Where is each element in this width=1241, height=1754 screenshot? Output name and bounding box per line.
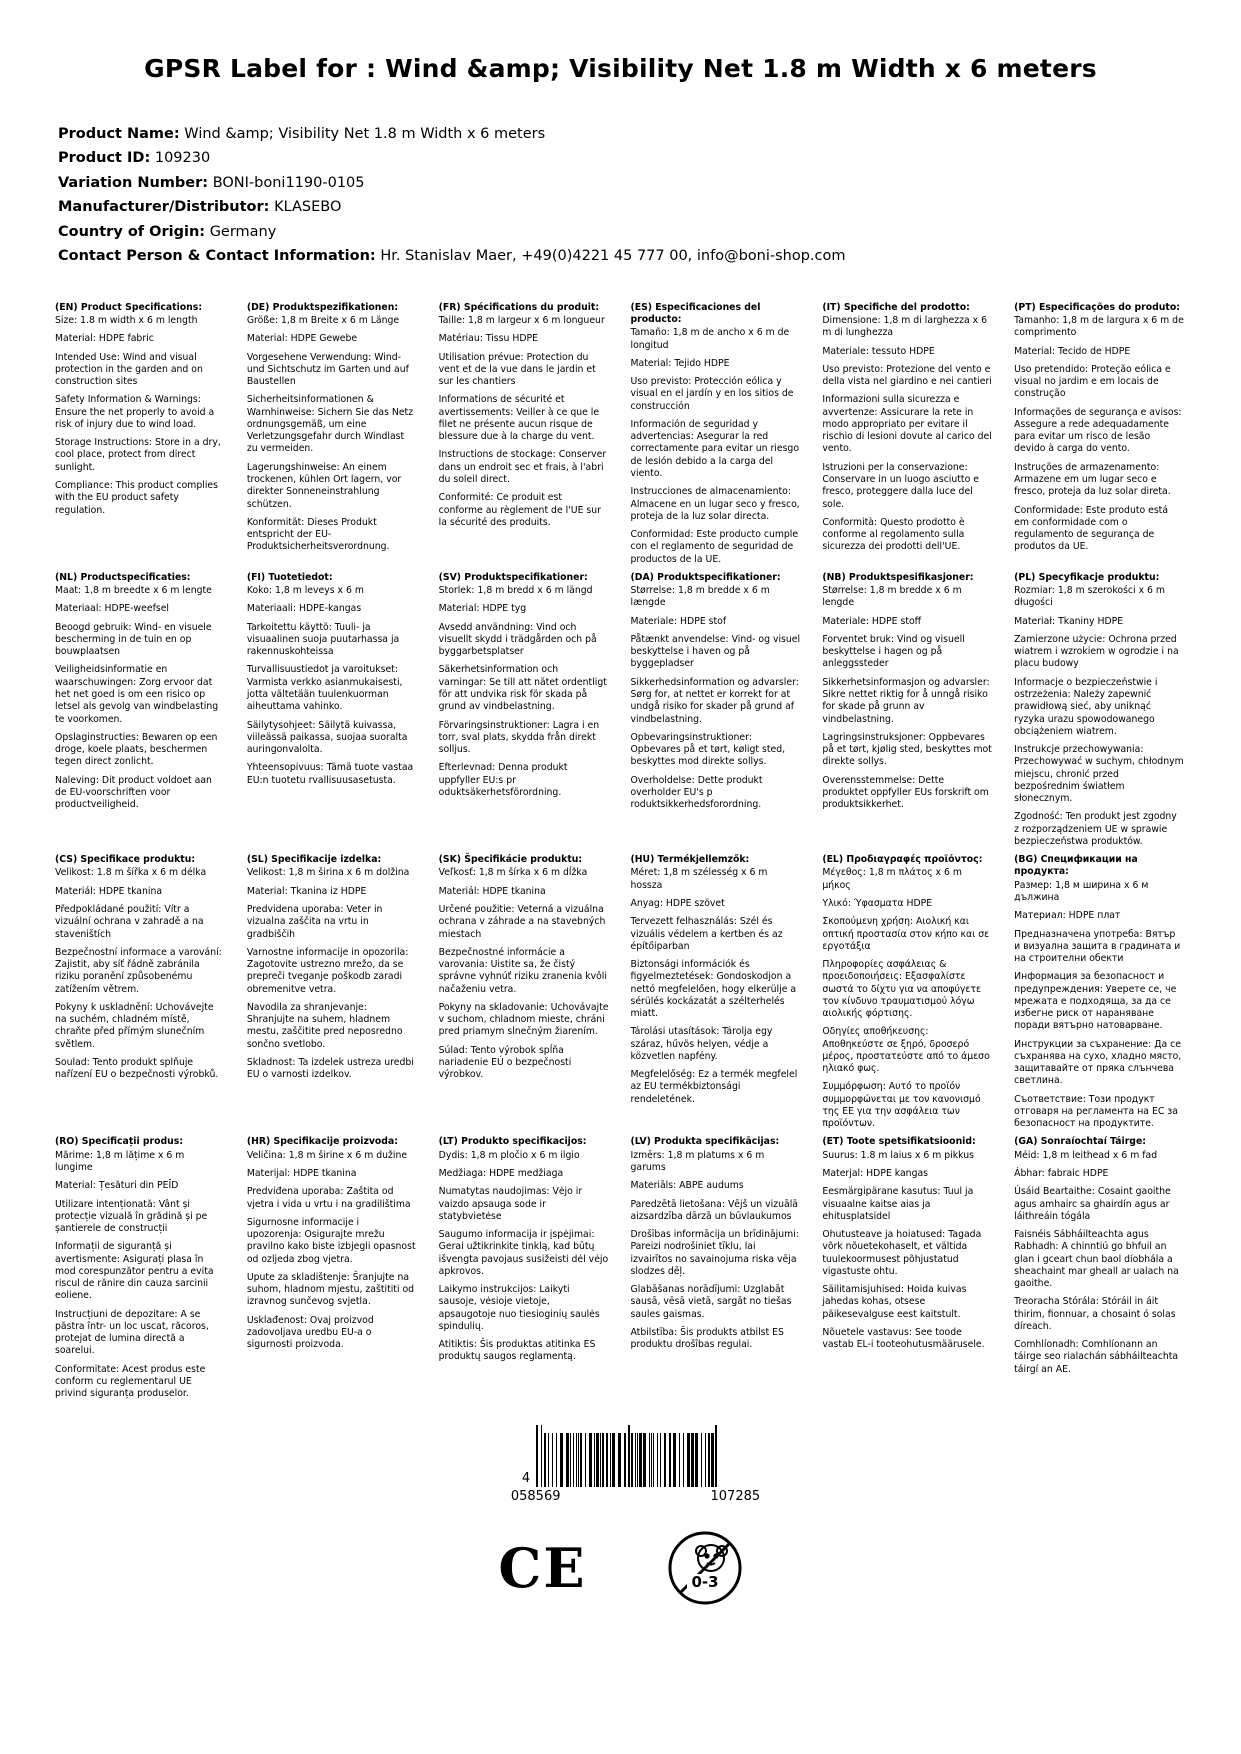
spec-cell (630, 854, 802, 1136)
spec-line: Informații de siguranță și avertismente: Asigurați plasa în mod corespunzător pentru a evita riscul de rănire din cauza sarcinii eoliene. (55, 1241, 214, 1302)
spec-line: Conformité: Ce produit est conforme au règlement de l'UE sur la sécurité des produits. (438, 492, 601, 528)
spec-line: Материал: HDPE плат (1014, 910, 1121, 922)
spec-line: Intended Use: Wind and visual protection in the garden and on construction sites (55, 351, 203, 388)
spec-line: Suurus: 1.8 m laius x 6 m pikkus (822, 1149, 975, 1161)
ce-mark-icon: CE (498, 1535, 587, 1600)
spec-line: Tárolási utasítások: Tárolja egy száraz, hűvös helyen, védje a közvetlen napfény. (630, 1026, 773, 1062)
spec-cell (55, 302, 227, 572)
spec-line: Materiale: HDPE stoff (822, 615, 922, 627)
meta-row-country (58, 221, 1186, 243)
spec-line: Utilisation prévue: Protection du vent et de la vue dans le jardin et sur les chantiers (438, 351, 596, 388)
spec-line: Materiaali: HDPE-kangas (246, 603, 362, 615)
spec-line: Istruzioni per la conservazione: Conservare in un luogo asciutto e fresco, proteggere dalla luce del sole. (822, 461, 979, 510)
spec-line: Material: Țesături din PEÎD (55, 1180, 179, 1192)
spec-heading: (CS) Specifikace produktu: (55, 854, 196, 866)
spec-cell (439, 854, 611, 1136)
spec-line: Pokyny na skladovanie: Uchovávajte v suchom, chladnom mieste, chráni pred priamym slnečným žiarením. (438, 1001, 609, 1038)
spec-line: Dydis: 1,8 m pločio x 6 m ilgio (438, 1149, 580, 1161)
spec-line: Yhteensopivuus: Tämä tuote vastaa EU:n tuotetu rvallisuusasetusta. (246, 762, 414, 786)
spec-line: Instructions de stockage: Conserver dans un endroit sec et frais, à l'abri du soleil direct. (438, 449, 607, 485)
age-warning-icon (667, 1530, 743, 1606)
spec-line: Comhlíonadh: Comhlíonann an táirge seo rialachán sábháilteachta táirgí an AE. (1014, 1339, 1179, 1375)
spec-line: Saugumo informacija ir įspėjimai: Gerai užtikrinkite tinklą, kad būtų išvengta pavojaus susižeisti dėl vėjo apkrovos. (438, 1229, 609, 1277)
spec-line: Ábhar: fabraic HDPE (1014, 1168, 1109, 1180)
spec-line: Informações de segurança e avisos: Assegure a rede adequadamente para evitar um risco de lesão devido à carga do vento. (1014, 406, 1182, 455)
spec-line: Opslaginstructies: Bewaren op een droge, koele plaats, beschermen tegen direct zonlicht. (55, 731, 218, 768)
spec-line: Οδηγίες αποθήκευσης: Αποθηκεύστε σε ξηρό, δροσερό μέρος, προστατεύστε από το άμεσο ηλιακό φως. (822, 1026, 990, 1075)
spec-cell (439, 1136, 611, 1406)
spec-line: Opbevaringsinstruktioner: Opbevares på et tørt, køligt sted, beskyttes mod direkte sollys. (630, 731, 786, 768)
spec-line: Materijal: HDPE tkanina (246, 1168, 357, 1180)
spec-line: Förvaringsinstruktioner: Lagra i en torr, sval plats, skydda från direkt solljus. (438, 719, 600, 756)
spec-line: Overholdelse: Dette produkt overholder EU's p roduktsikkerhedsforordning. (630, 774, 763, 811)
barcode (522, 1425, 719, 1487)
spec-line: Conformidad: Este producto cumple con el reglamento de seguridad de productos de la UE. (630, 529, 799, 565)
spec-line: Zamierzone użycie: Ochrona przed wiatrem i wzrokiem w ogrodzie i na placu budowy (1014, 633, 1179, 670)
spec-heading: (DA) Produktspecifikationer: (630, 571, 781, 583)
spec-heading: (ET) Toote spetsifikatsioonid: (822, 1136, 976, 1148)
spec-line: Maat: 1,8 m breedte x 6 m lengte (55, 585, 212, 597)
spec-line: Navodila za shranjevanje: Shranjujte na suhem, hladnem mestu, zaščitite pred neposredno sončno svetlobo. (246, 1001, 403, 1050)
symbol-row (55, 1530, 1186, 1606)
spec-line: Dimensione: 1,8 m di larghezza x 6 m di lunghezza (822, 315, 987, 339)
spec-line: Matériau: Tissu HDPE (438, 333, 538, 345)
spec-line: Conformitate: Acest produs este conform cu reglementarul UE privind siguranța produselor. (55, 1363, 206, 1400)
spec-line: Informazioni sulla sicurezza e avvertenze: Assicurare la rete in modo appropriato per evitare il rischio di lesioni dovute al carico del vento. (822, 394, 992, 455)
spec-cell (439, 572, 611, 854)
product-meta (58, 123, 1186, 268)
spec-heading: (GA) Sonraíochtaí Táirge: (1014, 1136, 1146, 1148)
spec-line: Numatytas naudojimas: Vėjo ir vaizdo apsauga sode ir statybvietėse (438, 1186, 583, 1222)
spec-line: Atbilstība: Šis produkts atbilst ES produktu drošības regulai. (630, 1326, 784, 1351)
spec-line: Ohutusteave ja hoiatused: Tagada võrk nõuetekohaselt, et vältida tuulekoormusest põhjustatud vigastuste ohtu. (822, 1229, 982, 1277)
spec-heading: (NB) Produktspesifikasjoner: (822, 571, 974, 583)
spec-cell (1014, 854, 1186, 1136)
spec-cell (822, 572, 994, 854)
spec-line: Υλικό: Ύφασματα HDPE (822, 897, 933, 909)
spec-cell (247, 1136, 419, 1406)
spec-line: Påtænkt anvendelse: Vind- og visuel beskyttelse i haven og på byggepladser (630, 633, 801, 670)
spec-heading: (ES) Especificaciones del producto: (630, 301, 761, 326)
spec-line: Izmērs: 1,8 m platums x 6 m garums (630, 1149, 765, 1174)
spec-heading: (SV) Produktspecifikationer: (438, 571, 588, 583)
spec-line: Turvallisuustiedot ja varoitukset: Varmista verkko asianmukaisesti, jotta vältetään tuulenkuorman aiheuttama vahinko. (246, 664, 403, 713)
spec-line: Instruções de armazenamento: Armazene em um lugar seco e fresco, proteja da luz solar direta. (1014, 461, 1171, 498)
spec-line: Mărime: 1,8 m lățime x 6 m lungime (55, 1149, 185, 1174)
spec-cell (1014, 302, 1186, 572)
spec-line: Úsáid Beartaithe: Cosaint gaoithe agus amhairc sa ghairdín agus ar láithreáin tógála (1014, 1186, 1171, 1222)
spec-cell (247, 572, 419, 854)
spec-line: Информация за безопасност и предупреждения: Уверете се, че мрежата е подходяща, за да се избегне риск от нараняване поради вятърно натоварване. (1014, 971, 1177, 1032)
spec-line: Tarkoitettu käyttö: Tuuli- ja visuaalinen suoja puutarhassa ja rakennuskohteissa (246, 621, 400, 658)
spec-line: Materiāls: ABPE audums (630, 1180, 744, 1192)
barcode-bars (536, 1425, 719, 1487)
page-title: GPSR Label for : Wind &amp; Visibility Net 1.8 m Width x 6 meters (144, 54, 1097, 83)
spec-line: Velikost: 1.8 m šířka x 6 m délka (55, 867, 207, 879)
spec-line: Größe: 1,8 m Breite x 6 m Länge (246, 315, 400, 327)
spec-line: Určené použitie: Veterná a vizuálna ochrana v záhrade a na stavebných miestach (438, 903, 606, 940)
spec-line: Veiligheidsinformatie en waarschuwingen: Zorg ervoor dat het net goed is om een risico op letsel als gevolg van windbelasting te voorkomen. (55, 664, 219, 725)
spec-line: Rozmiar: 1,8 m szerokości x 6 m długości (1014, 585, 1165, 609)
spec-line: Säkerhetsinformation och varningar: Se till att nätet ordentligt för att undvika risk för skada på grund av vindbelastning. (438, 664, 607, 713)
spec-line: Atitiktis: Šis produktas atitinka ES produktų saugos reglamentą. (438, 1339, 596, 1363)
spec-line: Sikkerhetsinformasjon og advarsler: Sikre nettet riktig for å unngå risiko for skade på grunn av vindbelastning. (822, 676, 990, 725)
spec-line: Efterlevnad: Denna produkt uppfyller EU:s pr oduktsäkerhetsförordning. (438, 762, 568, 798)
spec-line: Materiale: HDPE stof (630, 615, 727, 627)
spec-line: Bezpečnostní informace a varování: Zajistit, aby síť řádně zabránila riziku poranění způsobenému zatížením větrem. (55, 946, 222, 995)
spec-heading: (LT) Produkto specifikacijos: (438, 1136, 587, 1148)
spec-heading: (PL) Specyfikacje produktu: (1014, 571, 1160, 583)
spec-line: Инструкции за съхранение: Да се съхранява на сухо, хладно място, защитавайте от пряка слънчева светлина. (1014, 1038, 1182, 1087)
meta-row-contact (58, 245, 1186, 267)
spec-cell (55, 572, 227, 854)
spec-line: Størrelse: 1,8 m bredde x 6 m lengde (822, 585, 962, 609)
spec-cell (439, 302, 611, 572)
spec-line: Sikkerhedsinformation og advarsler: Sørg for, at nettet er korrekt for at undgå risiko for skader på grund af vindbelastning. (630, 676, 799, 725)
meta-row-manufacturer (58, 196, 1186, 218)
spec-line: Paredzētā lietošana: Vējš un vizuālā aizsardzība dārzā un būvlaukumos (630, 1198, 798, 1222)
spec-cell (55, 854, 227, 1136)
contact-label: Contact Person & Contact Information: (58, 248, 376, 265)
variation-label: Variation Number: (58, 174, 209, 191)
spec-line: Material: HDPE Gewebe (246, 333, 358, 345)
spec-cell (630, 572, 802, 854)
spec-line: Size: 1.8 m width x 6 m length (55, 315, 198, 327)
spec-line: Lagerungshinweise: An einem trockenen, kühlen Ort lagern, vor direkter Sonneneinstrahlung schützen. (246, 461, 402, 510)
spec-line: Información de seguridad y advertencias: Asegurar la red correctamente para evitar un riesgo de lesión debido a la carga del viento. (630, 418, 800, 479)
spec-line: Uso previsto: Protección eólica y visual en el jardín y en los sitios de construcción (630, 376, 794, 412)
spec-line: Usklađenost: Ovaj proizvod zadovoljava uredbu EU-a o sigurnosti proizvoda. (246, 1314, 374, 1351)
meta-row-variation (58, 172, 1186, 194)
barcode-numbers (481, 1489, 760, 1504)
spec-line: Veľkosť: 1,8 m šírka x 6 m dĺžka (438, 867, 588, 879)
product-name-label: Product Name: (58, 126, 180, 142)
spec-line: Vorgesehene Verwendung: Wind- und Sichtschutz im Garten und auf Baustellen (246, 351, 409, 388)
spec-line: Tamanho: 1,8 m de largura x 6 m de comprimento (1014, 315, 1184, 339)
spec-line: Naleving: Dit product voldoet aan de EU-voorschriften voor productveiligheid. (55, 774, 212, 811)
spec-line: Materiale: tessuto HDPE (822, 345, 935, 357)
spec-line: Glabāšanas norādījumi: Uzglabāt sausā, vēsā vietā, sargāt no tiešas saules gaismas. (630, 1284, 792, 1320)
spec-line: Предназначена употреба: Вятър и визуална защита в градината и на строителни обекти (1014, 928, 1181, 965)
spec-line: Veličina: 1,8 m širine x 6 m dužine (246, 1149, 408, 1161)
barcode-group-right: 107285 (710, 1488, 761, 1504)
spec-line: Съответствие: Този продукт отговаря на регламента на ЕС за безопасност на продуктите. (1014, 1093, 1178, 1130)
spec-line: Laikymo instrukcijos: Laikyti sausoje, vėsioje vietoje, apsaugotoje nuo tiesioginių saulės spindulių. (438, 1284, 600, 1332)
spec-line: Koko: 1,8 m leveys x 6 m (246, 585, 364, 597)
spec-line: Instrukcje przechowywania: Przechowywać w suchym, chłodnym miejscu, chronić przed bezpośrednim światłem słonecznym. (1014, 744, 1184, 805)
spec-line: Pokyny k uskladnění: Uchovávejte na suchém, chladném místě, chraňte před přímým slunečním světlem. (55, 1001, 214, 1050)
spec-heading: (FI) Tuotetiedot: (246, 571, 333, 583)
manufacturer-label: Manufacturer/Distributor: (58, 199, 270, 216)
spec-line: Tamaño: 1,8 m de ancho x 6 m de longitud (630, 327, 790, 351)
spec-heading: (EL) Προδιαγραφές προϊόντος: (822, 854, 983, 866)
spec-cell (1014, 572, 1186, 854)
spec-line: Materiál: HDPE tkanina (438, 885, 546, 897)
spec-line: Lagringsinstruksjoner: Oppbevares på et tørt, kjølig sted, beskyttes mot direkte sollys. (822, 731, 992, 768)
spec-line: Размер: 1,8 м ширина x 6 м дължина (1014, 879, 1149, 903)
spec-line: Informacje o bezpieczeństwie i ostrzeżenia: Należy zapewnić prawidłową sieć, aby uniknąć ryzyka urazu spowodowanego obciążeniem wiatrem. (1014, 676, 1158, 737)
barcode-left-digit: 4 (521, 1470, 531, 1486)
barcode-bar (717, 1425, 719, 1487)
spec-line: Materiaal: HDPE-weefsel (55, 603, 170, 615)
meta-row-product-id (58, 147, 1186, 169)
spec-line: Material: HDPE tyg (438, 603, 527, 615)
spec-line: Størrelse: 1,8 m bredde x 6 m længde (630, 585, 770, 609)
spec-line: Συμμόρφωση: Αυτό το προϊόν συμμορφώνεται με τον κανονισμό της ΕΕ για την ασφάλεια των προϊόντων. (822, 1081, 981, 1130)
spec-line: Predviđena uporaba: Zaštita od vjetra i vida u vrtu i na gradilištima (246, 1186, 411, 1210)
spec-heading: (IT) Specifiche del prodotto: (822, 301, 970, 313)
spec-heading: (BG) Спецификации на продукта: (1014, 854, 1138, 878)
spec-cell (822, 302, 994, 572)
spec-line: Sigurnosne informacije i upozorenja: Osigurajte mrežu pravilno kako biste izbjegli opasnost od ozljeda zbog vjetra. (246, 1216, 416, 1265)
product-id-label: Product ID: (58, 150, 151, 167)
spec-line: Material: Tkanina iz HDPE (246, 885, 367, 897)
manufacturer-value: KLASEBO (274, 199, 342, 216)
spec-line: Compliance: This product complies with the EU product safety regulation. (55, 480, 218, 516)
country-value: Germany (209, 223, 277, 240)
spec-cell (247, 302, 419, 572)
spec-line: Conformità: Questo prodotto è conforme al regolamento sulla sicurezza dei prodotti dell'UE. (822, 516, 965, 553)
spec-heading: (FR) Spécifications du produit: (438, 301, 600, 313)
spec-line: Uso pretendido: Proteção eólica e visual no jardim e em locais de construção (1014, 363, 1171, 400)
product-id-value: 109230 (154, 150, 211, 167)
meta-row-product-name (58, 123, 1186, 145)
spec-cell (1014, 1136, 1186, 1406)
product-name-value: Wind &amp; Visibility Net 1.8 m Width x 6 meters (184, 126, 546, 142)
spec-line: Skladnost: Ta izdelek ustreza uredbi EU o varnosti izdelkov. (246, 1056, 414, 1081)
spec-line: Drošības informācija un brīdinājumi: Pareizi nodrošiniet tīklu, lai izvairītos no savainojuma riska vēja slodzes dēļ. (630, 1229, 799, 1277)
spec-cell (630, 1136, 802, 1406)
spec-heading: (LV) Produkta specifikācijas: (630, 1136, 780, 1148)
spec-heading: (EN) Product Specifications: (55, 301, 203, 313)
spec-heading: (SL) Specifikacije izdelka: (246, 854, 382, 866)
spec-cell (822, 854, 994, 1136)
spec-heading: (SK) Špecifikácie produktu: (438, 854, 583, 866)
spec-line: Uso previsto: Protezione del vento e della vista nel giardino e nei cantieri (822, 363, 992, 388)
spec-line: Biztonsági információk és figyelmeztetések: Gondoskodjon a nettó megfelelően, hogy elkerülje a sérülés kockázatát a szélterhelés miatt. (630, 959, 797, 1020)
spec-line: Treoracha Stórála: Stóráil in áit thirim, fionnuar, a chosaint ó solas díreach. (1014, 1296, 1176, 1332)
spec-line: Tervezett felhasználás: Szél és vizuális védelem a kertben és az építőiparban (630, 916, 783, 952)
spec-line: Säilytysohjeet: Säilytä kuivassa, viileässä paikassa, suojaa suoralta auringonvalolta. (246, 719, 408, 756)
spec-line: Varnostne informacije in opozorila: Zagotovite ustrezno mrežo, da se prepreči tveganje poškodb zaradi obremenitve vetra. (246, 946, 409, 995)
spec-line: Velikost: 1,8 m širina x 6 m dolžina (246, 867, 410, 879)
spec-line: Material: Tecido de HDPE (1014, 345, 1131, 357)
spec-line: Material: Tejido HDPE (630, 357, 730, 369)
spec-line: Soulad: Tento produkt splňuje nařízení EU o bezpečnosti výrobků. (55, 1056, 219, 1081)
spec-line: Instrucțiuni de depozitare: A se păstra într- un loc uscat, răcoros, protejat de lumina directă a soarelui. (55, 1308, 209, 1357)
spec-line: Avsedd användning: Vind och visuellt skydd i trädgården och på byggarbetsplatser (438, 621, 597, 658)
spec-line: Méid: 1,8 m leithead x 6 m fad (1014, 1149, 1158, 1161)
spec-heading: (HR) Specifikacije proizvoda: (246, 1136, 398, 1148)
spec-line: Utilizare intenționată: Vânt și protecție vizuală în grădină și pe șantierele de construcții (55, 1198, 208, 1235)
spec-line: Σκοπούμενη χρήση: Αιολική και οπτική προστασία στον κήπο και σε εργοτάξια (822, 916, 990, 952)
specifications-grid (55, 302, 1186, 1407)
age-warning-text: 0-3 (691, 1572, 719, 1591)
spec-line: Faisnéis Sábháilteachta agus Rabhadh: A chinntiú go bhfuil an glan i gceart chun baol díobhála a sheachaint mar gheall ar ualach na gaoithe. (1014, 1229, 1179, 1290)
spec-line: Storlek: 1,8 m bredd x 6 m längd (438, 585, 593, 597)
spec-line: Upute za skladištenje: Šranjujte na suhom, hladnom mjestu, zaštititi od izravnog sunčevog svjetla. (246, 1271, 415, 1308)
spec-line: Materiał: Tkaniny HDPE (1014, 615, 1124, 627)
spec-line: Material: HDPE fabric (55, 333, 154, 345)
spec-cell (822, 1136, 994, 1406)
spec-line: Materjal: HDPE kangas (822, 1168, 929, 1180)
spec-line: Μέγεθος: 1,8 m πλάτος x 6 m μήκος (822, 867, 962, 891)
spec-line: Beoogd gebruik: Wind- en visuele bescherming in de tuin en op bouwplaatsen (55, 621, 212, 658)
spec-line: Säilitamisjuhised: Hoida kuivas jahedas kohas, otsese päikesevalguse eest kaitstult. (822, 1284, 967, 1320)
spec-line: Konformität: Dieses Produkt entspricht der EU-Produktsicherheitsverordnung. (246, 516, 390, 553)
spec-heading: (DE) Produktspezifikationen: (246, 301, 399, 313)
spec-line: Storage Instructions: Store in a dry, cool place, protect from direct sunlight. (55, 437, 221, 473)
spec-line: Megfelelőség: Ez a termék megfelel az EU termékbiztonsági rendeletének. (630, 1069, 798, 1105)
spec-heading: (NL) Productspecificaties: (55, 571, 191, 583)
spec-heading: (PT) Especificações do produto: (1014, 301, 1180, 313)
spec-line: Safety Information & Warnings: Ensure the net properly to avoid a risk of injury due to wind load. (55, 394, 215, 430)
spec-line: Informations de sécurité et avertissements: Veiller à ce que le filet ne présente aucun risque de blessure due à la charge du vent. (438, 394, 600, 443)
spec-line: Conformidade: Este produto está em conformidade com o regulamento de segurança de produtos da UE. (1014, 504, 1169, 553)
spec-line: Πληροφορίες ασφάλειας & προειδοποιήσεις: Εξασφαλίστε σωστά το δίχτυ για να αποφύγετε τον κίνδυνο τραυματισμού λόγω αιολικής φόρτισης. (822, 959, 982, 1020)
spec-line: Súlad: Tento výrobok spĺňa nariadenie EÚ o bezpečnosti výrobkov. (438, 1044, 572, 1081)
spec-cell (630, 302, 802, 572)
spec-line: Overensstemmelse: Dette produktet oppfyller EUs forskrift om produktsikkerhet. (822, 774, 989, 811)
spec-line: Bezpečnostné informácie a varovania: Uistite sa, že čistý správne vyhnúť riziku zranenia kvôli načaženiu vetra. (438, 946, 607, 995)
spec-line: Forventet bruk: Vind og visuell beskyttelse i hagen og på anleggssteder (822, 633, 965, 670)
spec-line: Predvidena uporaba: Veter in vizualna zaščita na vrtu in gradbiščih (246, 903, 383, 940)
spec-heading: (HU) Termékjellemzők: (630, 854, 750, 866)
spec-line: Předpokládané použití: Vítr a vizuální ochrana v zahradě a na staveništích (55, 903, 204, 940)
spec-line: Nõuetele vastavus: See toode vastab EL-i tooteohutusmäärusele. (822, 1326, 985, 1351)
barcode-group-left: 058569 (510, 1488, 561, 1504)
spec-line: Instrucciones de almacenamiento: Almacene en un lugar seco y fresco, proteja de la luz solar directa. (630, 486, 800, 522)
spec-line: Materiál: HDPE tkanina (55, 885, 163, 897)
spec-line: Eesmärgipärane kasutus: Tuul ja visuaalne kaitse aias ja ehitusplatsidel (822, 1186, 974, 1222)
variation-value: BONI-boni1190-0105 (212, 174, 365, 191)
contact-value: Hr. Stanislav Maer, +49(0)4221 45 777 00, info@boni-shop.com (380, 248, 846, 265)
spec-line: Méret: 1,8 m szélesség x 6 m hossza (630, 867, 768, 891)
spec-line: Anyag: HDPE szövet (630, 897, 725, 909)
country-label: Country of Origin: (58, 223, 206, 240)
spec-line: Sicherheitsinformationen & Warnhinweise: Sichern Sie das Netz ordnungsgemäß, um eine Verletzungsgefahr durch Windlast zu vermeiden. (246, 394, 414, 455)
spec-heading: (RO) Specificații produs: (55, 1136, 184, 1148)
spec-cell (55, 1136, 227, 1406)
spec-line: Taille: 1,8 m largeur x 6 m longueur (438, 315, 605, 327)
barcode-area (55, 1425, 1186, 1504)
spec-line: Medžiaga: HDPE medžiaga (438, 1168, 564, 1180)
spec-cell (247, 854, 419, 1136)
spec-line: Zgodność: Ten produkt jest zgodny z rozporządzeniem UE w sprawie bezpieczeństwa produktów. (1014, 811, 1177, 847)
